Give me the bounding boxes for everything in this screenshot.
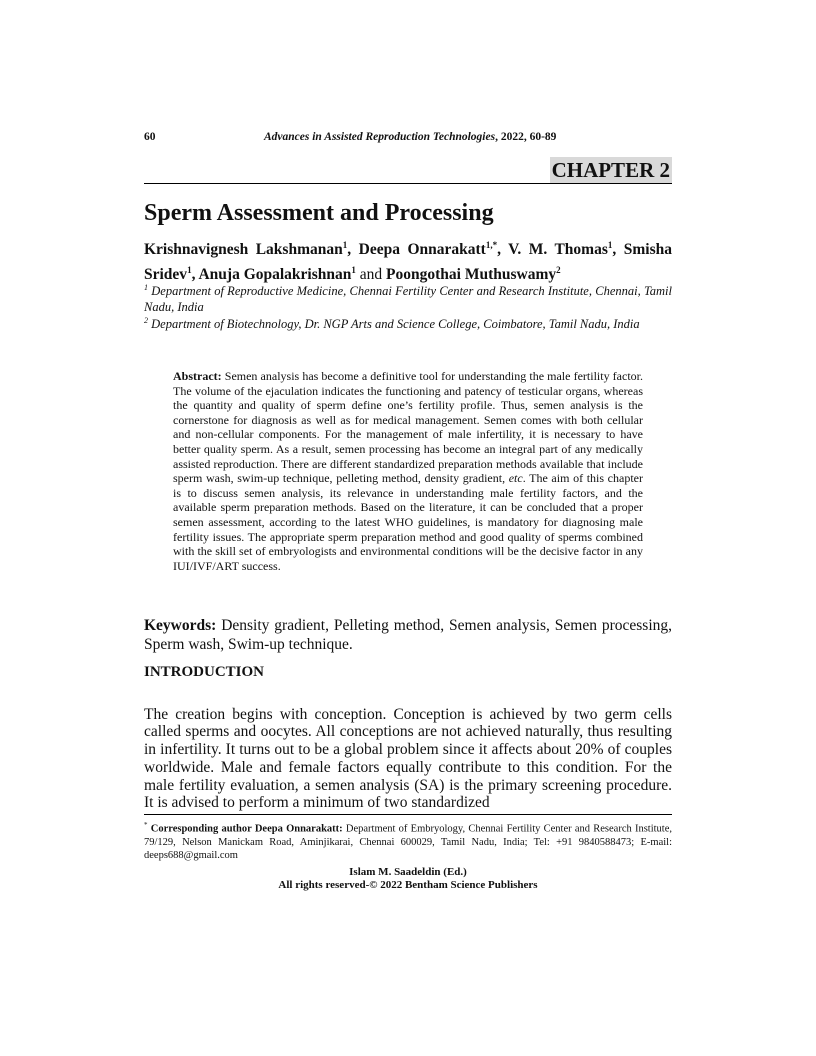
copyright-line: All rights reserved-© 2022 Bentham Science Publishers bbox=[278, 879, 538, 891]
author-name: Krishnavignesh Lakshmanan bbox=[144, 241, 343, 259]
abstract-etc: etc bbox=[508, 471, 523, 486]
abstract-text-continued: . The aim of this chapter is to discuss semen analysis, its relevance in understanding male fertility factors, and the available sperm preparation methods. Based on the literature, it can be concluded that a proper semen assessment, according to the latest WHO guidelines, is mandatory for diagnosing male fertility issues. The appropriate sperm preparation method and good quality of sperms combined with the skill set of embryologists and environmental conditions will be the decisive factor in any IUI/IVF/ART success. bbox=[173, 471, 643, 573]
keywords-label: Keywords: bbox=[144, 617, 217, 634]
affiliation-1 bbox=[144, 280, 672, 315]
author-affiliation-mark: 1 bbox=[342, 240, 348, 250]
affiliation-mark: 2 bbox=[144, 316, 148, 325]
journal-name: Advances in Assisted Reproduction Technologies bbox=[264, 131, 496, 143]
author-separator: , bbox=[612, 241, 624, 259]
introduction-paragraph: The creation begins with conception. Conception is achieved by two germ cells called sperms and oocytes. All conceptions are not achieved naturally, thus resulting in infertility. It turns out to be a global problem since it affects about 20% of couples worldwide. Male and female factors equally contribute to this condition. For the male fertility evaluation, a semen analysis (SA) is the primary screening procedure. It is advised to perform a minimum of two standardized bbox=[144, 705, 672, 812]
affiliation-text: Department of Reproductive Medicine, Chennai Fertility Center and Research Institute, Chennai, Tamil Nadu, India bbox=[144, 284, 672, 315]
section-heading-introduction: INTRODUCTION bbox=[144, 664, 265, 680]
author-separator: , bbox=[191, 266, 199, 284]
author-affiliation-mark: 2 bbox=[556, 265, 561, 276]
author-name: V. M. Thomas bbox=[508, 241, 608, 259]
keywords bbox=[144, 616, 672, 654]
publisher-imprint bbox=[144, 866, 672, 892]
article-title: Sperm Assessment and Processing bbox=[144, 200, 494, 226]
journal-year-pages: , 2022, 60-89 bbox=[495, 131, 557, 143]
author-name: Deepa Onnarakatt bbox=[358, 241, 486, 259]
header-rule bbox=[144, 183, 672, 184]
author-separator: and bbox=[355, 266, 387, 284]
journal-citation bbox=[264, 131, 556, 143]
affiliation-text: Department of Biotechnology, Dr. NGP Arts and Science College, Coimbatore, Tamil Nadu, India bbox=[148, 317, 640, 332]
chapter-label: CHAPTER 2 bbox=[551, 158, 670, 182]
author-separator: , bbox=[347, 241, 359, 259]
abstract-label: Abstract: bbox=[173, 369, 222, 383]
abstract-text: Semen analysis has become a definitive tool for understanding the male fertility factor. The volume of the ejaculation indicates the functioning and patency of testicular organs, whereas the quantity and quality of sperm define one’s fertility profile. Thus, semen analysis is the cornerstone for diagnosis as well as for medical management. Semen comes with both cellular and non-cellular components. For the management of male infertility, it is necessary to have better quality sperm. As a result, semen processing has become an integral part of any medically assisted reproduction. There are different standardized preparation methods available that include sperm wash, swim-up technique, pelleting method, density gradient, bbox=[173, 369, 643, 486]
corresponding-author-footnote bbox=[144, 819, 672, 862]
author-name: Anuja Gopalakrishnan bbox=[198, 266, 352, 284]
author-separator: , bbox=[497, 241, 509, 259]
author-affiliation-mark: 1 bbox=[187, 265, 192, 276]
affiliation-mark: 1 bbox=[144, 283, 148, 292]
author-name: Poongothai Muthuswamy bbox=[386, 266, 557, 284]
page-number: 60 bbox=[144, 131, 156, 143]
author-affiliation-mark: 1 bbox=[351, 265, 356, 276]
author-affiliation-mark: 1 bbox=[607, 240, 613, 250]
affiliation-2 bbox=[144, 313, 672, 332]
footnote-rule bbox=[144, 814, 672, 815]
author-name: Smisha Sridev bbox=[144, 241, 672, 284]
author-list bbox=[144, 235, 672, 285]
author-affiliation-mark: 1,* bbox=[485, 240, 498, 250]
keywords-text: Density gradient, Pelleting method, Semen analysis, Semen processing, Sperm wash, Swim-up technique. bbox=[144, 617, 672, 653]
footnote-mark: * bbox=[144, 821, 148, 829]
footnote-text: Department of Embryology, Chennai Fertility Center and Research Institute, 79/129, Nelson Manickam Road, Aminjikarai, Chennai 600029, Tamil Nadu, India; Tel: +91 9840588473; E-mail: deeps688@gmail.com bbox=[144, 823, 672, 861]
editor-line: Islam M. Saadeldin (Ed.) bbox=[349, 866, 467, 878]
abstract bbox=[173, 369, 643, 573]
footnote-label: Corresponding author Deepa Onnarakatt: bbox=[147, 823, 343, 835]
